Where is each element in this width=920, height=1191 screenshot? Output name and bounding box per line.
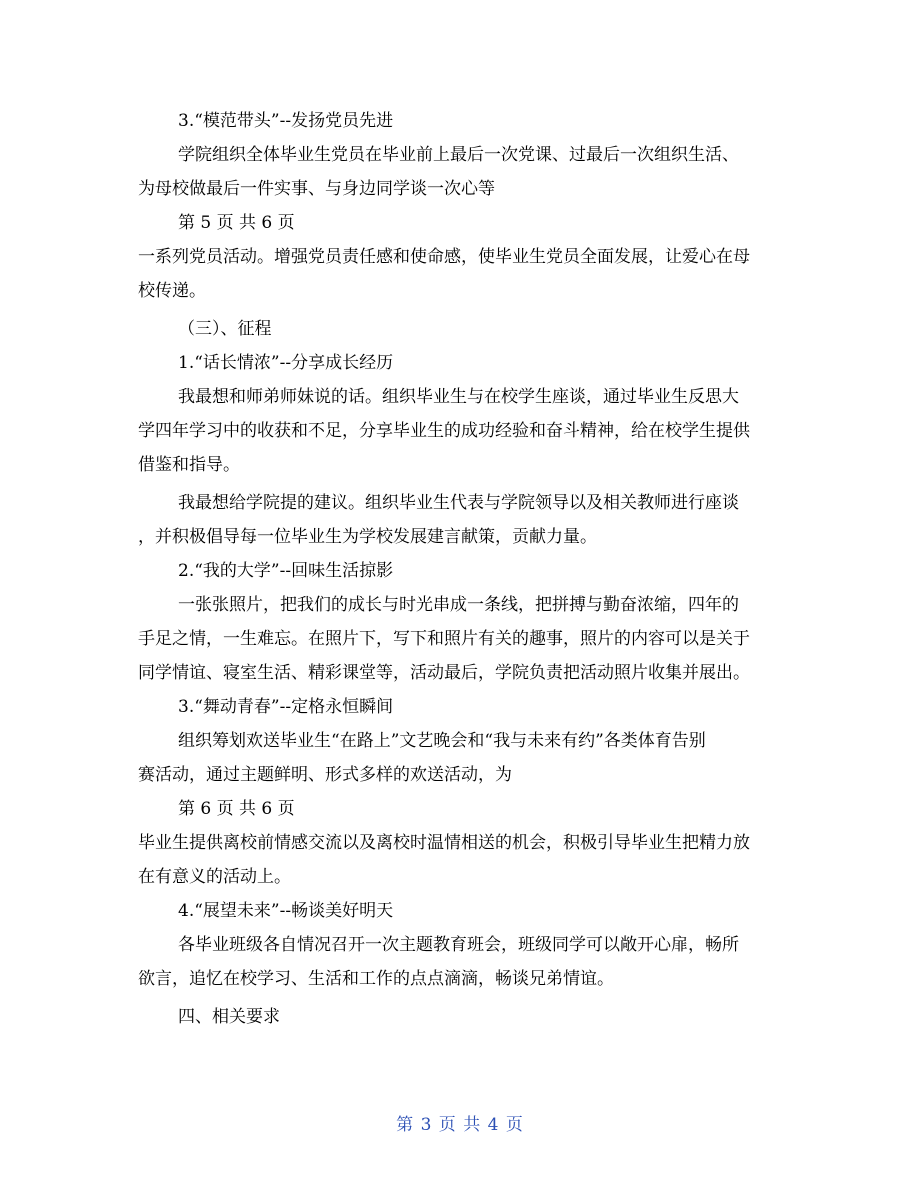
section-heading-look-ahead: 4.“展望未来”--畅谈美好明天 <box>178 901 394 921</box>
paragraph-line: 我最想和师弟师妹说的话。组织毕业生与在校学生座谈，通过毕业生反思大 <box>178 387 739 407</box>
page-footer: 第 3 页 共 4 页 <box>396 1115 524 1135</box>
paragraph-line: 一系列党员活动。增强党员责任感和使命感，使毕业生党员全面发展，让爱心在母 <box>138 247 750 267</box>
section-heading-journey: （三）、征程 <box>178 319 272 339</box>
paragraph-line: 学四年学习中的收获和不足，分享毕业生的成功经验和奋斗精神，给在校学生提供 <box>138 421 750 441</box>
paragraph-line: 在有意义的活动上。 <box>138 867 291 887</box>
document-body <box>138 104 786 1034</box>
section-heading-dance-youth: 3.“舞动青春”--定格永恒瞬间 <box>178 697 394 717</box>
paragraph-line: 各毕业班级各自情况召开一次主题教育班会，班级同学可以敞开心扉，畅所 <box>178 935 739 955</box>
paragraph-line: 为母校做最后一件实事、与身边同学谈一次心等 <box>138 179 495 199</box>
paragraph-line: 赛活动，通过主题鲜明、形式多样的欢送活动，为 <box>138 765 512 785</box>
paragraph-line: 手足之情，一生难忘。在照片下，写下和照片有关的趣事，照片的内容可以是关于 <box>138 629 750 649</box>
paragraph-line: 我最想给学院提的建议。组织毕业生代表与学院领导以及相关教师进行座谈 <box>178 493 739 513</box>
section-heading-talk: 1.“话长情浓”--分享成长经历 <box>178 353 394 373</box>
section-heading-my-university: 2.“我的大学”--回味生活掠影 <box>178 561 394 581</box>
paragraph-line: 校传递。 <box>138 281 206 301</box>
paragraph-line: 借鉴和指导。 <box>138 455 240 475</box>
section-heading-requirements: 四、相关要求 <box>178 1007 280 1027</box>
paragraph-line: 欲言，追忆在校学习、生活和工作的点点滴滴，畅谈兄弟情谊。 <box>138 969 614 989</box>
paragraph-line: 一张张照片，把我们的成长与时光串成一条线，把拼搏与勤奋浓缩，四年的 <box>178 595 739 615</box>
inline-page-marker: 第 5 页 共 6 页 <box>178 213 295 233</box>
paragraph-line: 毕业生提供离校前情感交流以及离校时温情相送的机会，积极引导毕业生把精力放 <box>138 833 750 853</box>
paragraph-line: 同学情谊、寝室生活、精彩课堂等，活动最后，学院负责把活动照片收集并展出。 <box>138 663 750 683</box>
section-heading-model-lead: 3.“模范带头”--发扬党员先进 <box>178 111 394 131</box>
inline-page-marker: 第 6 页 共 6 页 <box>178 799 295 819</box>
paragraph-line: 学院组织全体毕业生党员在毕业前上最后一次党课、过最后一次组织生活、 <box>178 145 739 165</box>
paragraph-line: 组织筹划欢送毕业生“在路上”文艺晚会和“我与未来有约”各类体育告别 <box>178 731 706 751</box>
paragraph-line: ，并积极倡导每一位毕业生为学校发展建言献策，贡献力量。 <box>138 527 597 547</box>
